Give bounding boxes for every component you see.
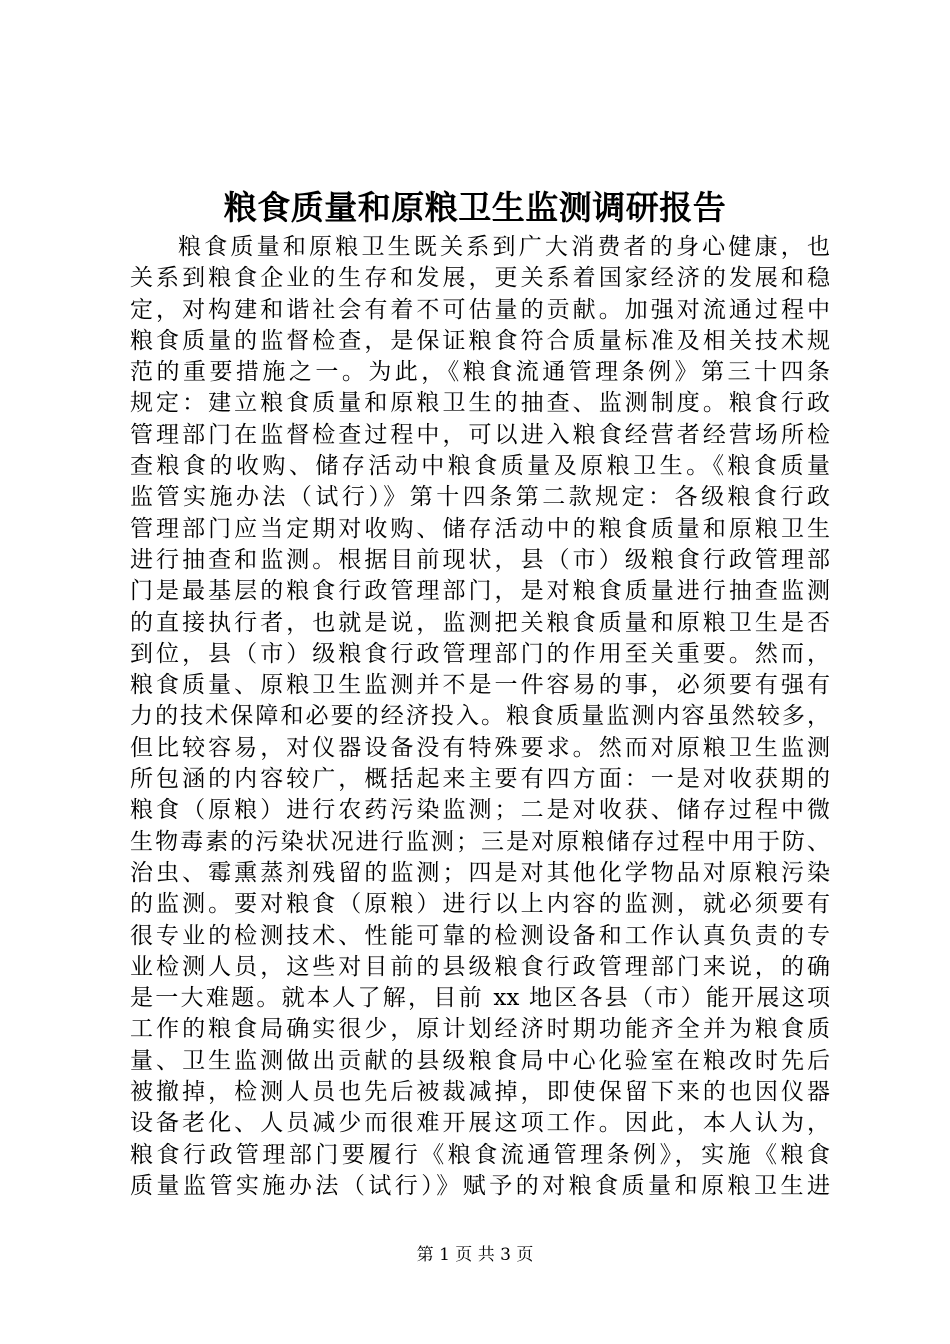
paragraph-line: 所包涵的内容较广，概括起来主要有四方面：一是对收获期的: [130, 766, 830, 793]
paragraph-line: 的监测。要对粮食（原粮）进行以上内容的监测，就必须要有: [130, 891, 830, 918]
paragraph-line: 被撤掉，检测人员也先后被裁减掉，即使保留下来的也因仪器: [130, 1079, 830, 1106]
paragraph-line: 粮食行政管理部门要履行《粮食流通管理条例》，实施《粮食: [130, 1141, 830, 1168]
paragraph-line: 到位，县（市）级粮食行政管理部门的作用至关重要。然而，: [130, 640, 830, 667]
paragraph-line: 关系到粮食企业的生存和发展，更关系着国家经济的发展和稳: [130, 265, 830, 292]
paragraph-line: 范的重要措施之一。为此，《粮食流通管理条例》第三十四条: [130, 359, 830, 386]
paragraph-line: 粮食质量和原粮卫生既关系到广大消费者的身心健康，也: [178, 234, 830, 260]
paragraph-line: 管理部门在监督检查过程中，可以进入粮食经营者经营场所检: [130, 421, 830, 448]
paragraph-line: 粮食（原粮）进行农药污染监测；二是对收获、储存过程中微: [130, 797, 830, 824]
paragraph-line: 定，对构建和谐社会有着不可估量的贡献。加强对流通过程中: [130, 296, 830, 323]
page-number-footer: 第 1 页 共 3 页: [416, 1245, 534, 1265]
paragraph-line: 门是最基层的粮食行政管理部门，是对粮食质量进行抽查监测: [130, 578, 830, 605]
document-title: 粮食质量和原粮卫生监测调研报告: [223, 188, 727, 227]
paragraph-line: 工作的粮食局确实很少，原计划经济时期功能齐全并为粮食质: [130, 1016, 830, 1043]
paragraph-line: 查粮食的收购、储存活动中粮食质量及原粮卫生。《粮食质量: [130, 453, 830, 480]
paragraph-line: 生物毒素的污染状况进行监测；三是对原粮储存过程中用于防、: [130, 828, 830, 855]
paragraph-line: 规定：建立粮食质量和原粮卫生的抽查、监测制度。粮食行政: [130, 390, 830, 417]
paragraph-line: 的直接执行者，也就是说，监测把关粮食质量和原粮卫生是否: [130, 609, 830, 636]
paragraph-line: 业检测人员，这些对目前的县级粮食行政管理部门来说，的确: [130, 953, 830, 980]
paragraph-line: 治虫、霉熏蒸剂残留的监测；四是对其他化学物品对原粮污染: [130, 859, 830, 886]
paragraph-line: 粮食质量的监督检查，是保证粮食符合质量标准及相关技术规: [130, 327, 830, 354]
paragraph-line: 很专业的检测技术、性能可靠的检测设备和工作认真负责的专: [130, 922, 830, 949]
paragraph-line: 粮食质量、原粮卫生监测并不是一件容易的事，必须要有强有: [130, 672, 830, 699]
paragraph-line: 监管实施办法（试行）》第十四条第二款规定：各级粮食行政: [130, 484, 830, 511]
paragraph-line: 量、卫生监测做出贡献的县级粮食局中心化验室在粮改时先后: [130, 1047, 830, 1074]
body-paragraph: [130, 232, 830, 1202]
paragraph-line: 是一大难题。就本人了解，目前 xx 地区各县（市）能开展这项: [130, 985, 830, 1012]
paragraph-line: 管理部门应当定期对收购、储存活动中的粮食质量和原粮卫生: [130, 515, 830, 542]
paragraph-line: 质量监管实施办法（试行）》赋予的对粮食质量和原粮卫生进: [130, 1172, 830, 1199]
paragraph-line: 进行抽查和监测。根据目前现状，县（市）级粮食行政管理部: [130, 546, 830, 573]
paragraph-line: 设备老化、人员减少而很难开展这项工作。因此，本人认为，: [130, 1110, 830, 1137]
paragraph-line: 力的技术保障和必要的经济投入。粮食质量监测内容虽然较多，: [130, 703, 830, 730]
paragraph-line: 但比较容易，对仪器设备没有特殊要求。然而对原粮卫生监测: [130, 734, 830, 761]
